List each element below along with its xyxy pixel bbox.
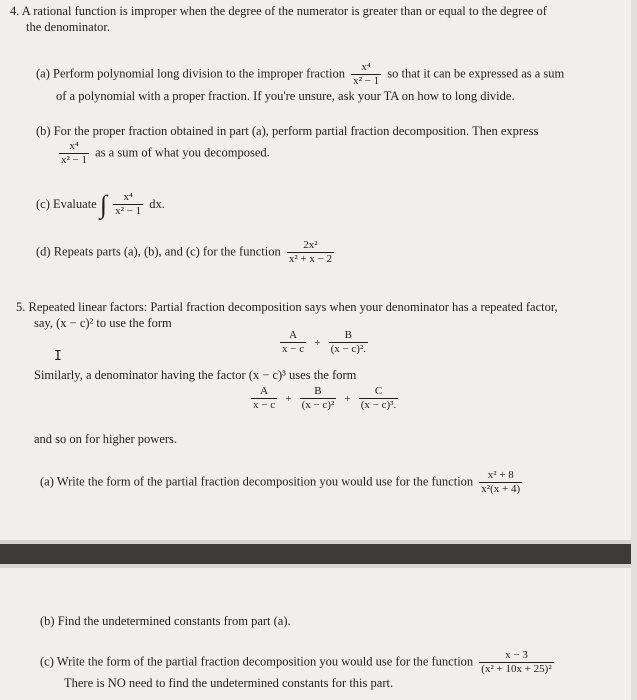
q5-form2-term-b [300,386,337,411]
q5c-text-pre: (c) Write the form of the partial fraction decomposition you would use for the function [40,654,474,669]
q5a-fraction-numerator: x² + 8 [487,469,514,481]
q5-form2-plus1: + [285,392,292,405]
q5a-line [40,470,525,495]
q4c-fraction [113,192,143,217]
q5c-note: There is NO need to find the undetermined constants for this part. [64,676,394,690]
q4b-fraction [59,141,89,166]
q5-form2-plus2: + [344,392,351,405]
q4a-text-post: so that it can be expressed as a sum [387,66,565,81]
integral-sign: ∫ [99,190,107,219]
q4c-dx: dx. [149,196,165,211]
q5-form1-a-numerator: A [289,329,298,341]
q5-form1-b-numerator: B [344,329,352,341]
q4b-fraction-denominator: x² − 1 [61,153,88,166]
divider-bottom-shadow [0,564,637,568]
q4a-fraction-denominator: x² − 1 [353,74,380,87]
q5-intro-line2: say, (x − c)² to use the form [34,316,172,330]
q5-form2-a-numerator: A [260,385,269,397]
q4a-text-pre: (a) Perform polynomial long division to the improper fraction [36,66,345,81]
q5-form1-term-a [280,330,306,355]
q5a-fraction-denominator: x²(x + 4) [481,482,521,495]
text-cursor-icon: I [54,349,62,364]
divider-band [0,544,637,564]
q5-form1-b-denominator: (x − c)². [330,342,367,355]
q5a-fraction [479,470,522,495]
q4b-line2 [56,141,270,166]
q4b-fraction-numerator: x⁴ [69,140,79,152]
q5-form2-c-denominator: (x − c)³. [360,398,397,411]
q4b-line1: (b) For the proper fraction obtained in part (a), perform partial fraction decomposition. Then express [36,124,539,138]
q5c-fraction-numerator: x − 3 [505,649,528,661]
q5a-text-pre: (a) Write the form of the partial fraction decomposition you would use for the function [40,474,474,489]
q5-form2-b-denominator: (x − c)² [301,398,335,411]
q5-form2-a-denominator: x − c [253,398,276,411]
q5c-fraction [479,650,553,675]
q4c-text-pre: (c) Evaluate [36,196,97,211]
q5-form-two-terms [277,330,371,355]
q5-form2-term-a [251,386,277,411]
q4d-fraction-numerator: 2x² [303,239,318,251]
q5-form1-a-denominator: x − c [282,342,305,355]
q5-intro-line1: 5. Repeated linear factors: Partial fraction decomposition says when your denominator has a repeated factor, [16,300,558,314]
q4b-text-post: as a sum of what you decomposed. [95,145,270,160]
q5-form2-c-numerator: C [374,385,383,397]
q4d-line [36,240,337,265]
q4a-fraction-numerator: x⁴ [361,61,371,73]
q4c-fraction-denominator: x² − 1 [115,205,142,217]
q5-form-three-terms [248,386,401,411]
q5-similarly-line: Similarly, a denominator having the factor (x − c)³ uses the form [34,368,357,382]
q4d-text-pre: (d) Repeats parts (a), (b), and (c) for the function [36,244,281,259]
q4-intro-line2: the denominator. [26,20,111,34]
q5c-line [40,650,557,675]
q5b-line: (b) Find the undetermined constants from part (a). [40,614,291,628]
q4d-fraction [287,240,334,265]
q4c-line [36,192,165,218]
q5-form2-b-numerator: B [314,385,322,397]
q5-form2-term-c [359,386,398,411]
q4c-fraction-numerator: x⁴ [123,191,133,204]
q5-form1-plus: + [314,336,321,349]
q4a-line2: of a polynomial with a proper fraction. If you're unsure, ask your TA on how to long divide. [56,89,515,103]
q4-intro-line1: 4. A rational function is improper when the degree of the numerator is greater than or equal to the degree of [10,4,547,18]
q4d-fraction-denominator: x² + x − 2 [288,252,333,265]
q5-higher-powers: and so on for higher powers. [34,432,178,446]
q4a-line1 [36,62,564,87]
q5c-fraction-denominator: (x² + 10x + 25)² [481,662,552,675]
page-right-edge [631,0,637,700]
q4a-fraction [351,62,381,87]
q5-form1-term-b [329,330,368,355]
